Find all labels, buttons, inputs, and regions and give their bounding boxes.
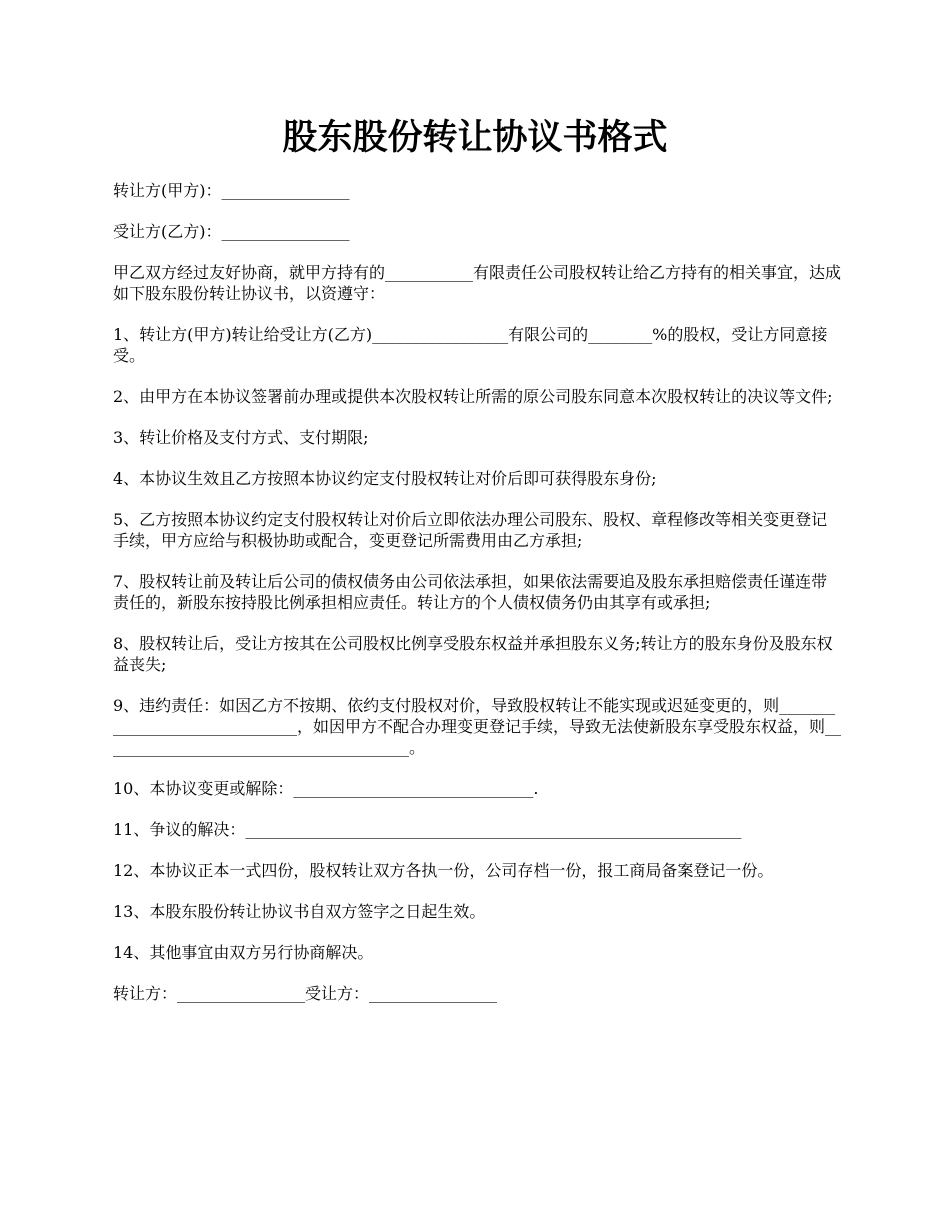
clause-10: 10、本协议变更或解除：______________________________. xyxy=(113,779,539,798)
clause-4: 4、本协议生效且乙方按照本协议约定支付股权转让对价后即可获得股东身份; xyxy=(113,469,657,488)
clause-2: 2、由甲方在本协议签署前办理或提供本次股权转让所需的原公司股东同意本次股权转让的决议等文件; xyxy=(113,387,833,406)
document-title: 股东股份转让协议书格式 xyxy=(282,117,668,158)
document-body xyxy=(113,180,843,1024)
clause-7: 7、股权转让前及转让后公司的债权债务由公司依法承担，如果依法需要追及股东承担赔偿责任谨连带责任的，新股东按持股比例承担相应责任。转让方的个人债权债务仍由其享有或承担; xyxy=(113,572,828,612)
clause-12: 12、本协议正本一式四份，股权转让双方各执一份，公司存档一份，报工商局备案登记一份。 xyxy=(113,861,774,880)
preamble-paragraph: 甲乙双方经过友好协商，就甲方持有的___________有限责任公司股权转让给乙方持有的相关事宜，达成如下股东股份转让协议书，以资遵守： xyxy=(113,263,842,303)
clause-13: 13、本股东股份转让协议书自双方签字之日起生效。 xyxy=(113,902,486,921)
clause-9: 9、违约责任：如因乙方不按期、依约支付股权对价，导致股权转让不能实现或迟延变更的，则______________________________，如因甲方不配合办理变更登记手续，导致无法使新股东享受股东权益，则_______________________________________。 xyxy=(113,696,842,757)
clause-5: 5、乙方按照本协议约定支付股权转让对价后立即依法办理公司股东、股权、章程修改等相关变更登记手续，甲方应给与积极协助或配合，变更登记所需费用由乙方承担; xyxy=(113,510,828,550)
signature-line: 转让方：________________受让方：________________ xyxy=(113,984,498,1003)
transferor-line: 转让方(甲方)：________________ xyxy=(113,181,350,200)
clause-3: 3、转让价格及支付方式、支付期限; xyxy=(113,428,369,447)
clause-8: 8、股权转让后，受让方按其在公司股权比例享受股东权益并承担股东义务;转让方的股东身份及股东权益丧失; xyxy=(113,634,833,674)
transferee-line: 受让方(乙方)：________________ xyxy=(113,222,350,241)
clause-14: 14、其他事宜由双方另行协商解决。 xyxy=(113,943,374,962)
clause-1: 1、转让方(甲方)转让给受让方(乙方)_________________有限公司的________%的股权，受让方同意接受。 xyxy=(113,325,828,365)
clause-11: 11、争议的解决：______________________________________________________________ xyxy=(113,820,742,839)
